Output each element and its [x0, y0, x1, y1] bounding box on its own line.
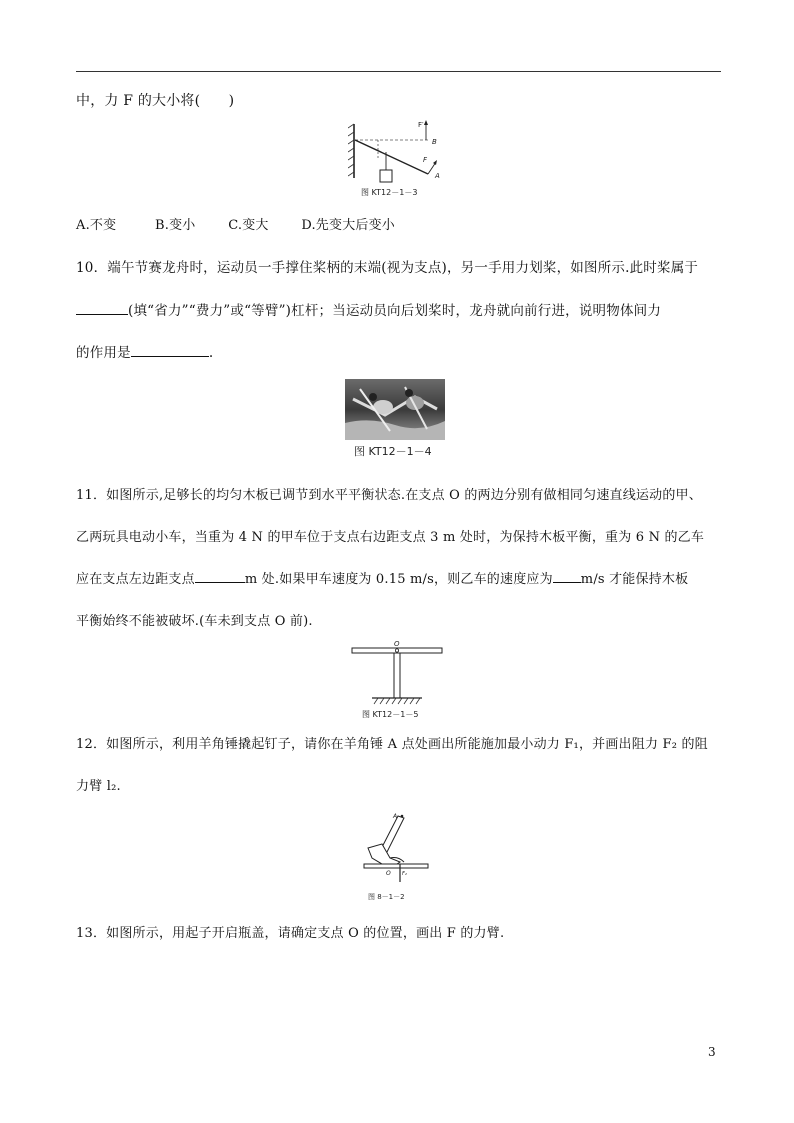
q13-line-1: 13．如图所示，用起子开启瓶盖，请确定支点 O 的位置，画出 F 的力臂. — [76, 926, 505, 941]
q12-line-1: 12．如图所示，利用羊角锤撬起钉子，请你在羊角锤 A 点处画出所能施加最小动力 F₁，并画出阻力 F₂ 的阻 — [76, 737, 708, 752]
q12-label-o: O — [386, 870, 391, 877]
q9-stem-end: 中，力 F 的大小将( ) — [76, 93, 235, 109]
q9-option-b: B.变小 — [155, 218, 196, 233]
q10-line-3 — [76, 341, 213, 361]
q11-label-o: O — [394, 640, 400, 648]
q11-line-4: 平衡始终不能被破坏.(车未到支点 O 前). — [76, 614, 313, 629]
q11-line-3-a: 应在支点左边距支点 — [76, 572, 195, 587]
q9-label-b: B — [432, 138, 437, 146]
q10-line-3-end: . — [208, 345, 214, 361]
q12-label-a: A — [393, 813, 398, 820]
q11-figure-caption: 图 KT12－1－5 — [362, 710, 419, 719]
q9-label-f: F — [423, 156, 428, 164]
q11-line-1: 11．如图所示,足够长的均匀木板已调节到水平平衡状态.在支点 O 的两边分别有做相同匀速直线运动的甲、 — [76, 488, 702, 503]
q9-figure-caption: 图 KT12－1－3 — [361, 188, 418, 197]
q10-blank-1 — [76, 302, 128, 315]
q9-label-f-prime: F′ — [418, 121, 424, 129]
q11-line-3-b: m 处.如果甲车速度为 0.15 m/s，则乙车的速度应为 — [244, 572, 553, 587]
q10-figure-caption: 图 KT12－1－4 — [354, 445, 432, 458]
q10-blank-2 — [131, 344, 209, 357]
q12-claw-hammer-figure — [360, 812, 435, 890]
q11-blank-2 — [553, 570, 581, 583]
header-rule — [76, 71, 721, 72]
q11-line-3 — [76, 568, 688, 587]
q9-options — [76, 214, 395, 233]
q11-line-3-c: m/s 才能保持木板 — [580, 572, 689, 587]
q12-line-2: 力臂 l₂. — [76, 779, 121, 794]
q10-line-2-text: (填“省力”“费力”或“等臂”)杠杆；当运动员向后划桨时，龙舟就向前行进，说明物体间力 — [128, 303, 662, 319]
q9-option-d: D.先变大后变小 — [301, 218, 396, 233]
q11-line-2: 乙两玩具电动小车，当重为 4 N 的甲车位于支点右边距支点 3 m 处时，为保持木板平衡，重为 6 N 的乙车 — [76, 530, 705, 545]
q9-label-a: A — [435, 172, 440, 180]
q10-dragon-boat-photo — [345, 379, 445, 440]
q9-option-c: C.变大 — [228, 218, 269, 233]
q10-line-1: 10．端午节赛龙舟时，运动员一手撑住桨柄的末端(视为支点)，另一手用力划桨，如图所示.此时桨属于 — [76, 260, 699, 276]
q10-line-2 — [76, 299, 661, 319]
q9-lever-figure — [348, 118, 448, 186]
q11-blank-1 — [195, 570, 245, 583]
q11-seesaw-figure — [350, 640, 445, 708]
q9-option-a: A.不变 — [76, 218, 117, 233]
q12-label-f2: F₂ — [402, 871, 407, 877]
q12-figure-caption: 图 8－1－2 — [368, 893, 405, 901]
q10-line-3-text: 的作用是 — [76, 345, 131, 361]
page-number: 3 — [708, 1045, 716, 1059]
